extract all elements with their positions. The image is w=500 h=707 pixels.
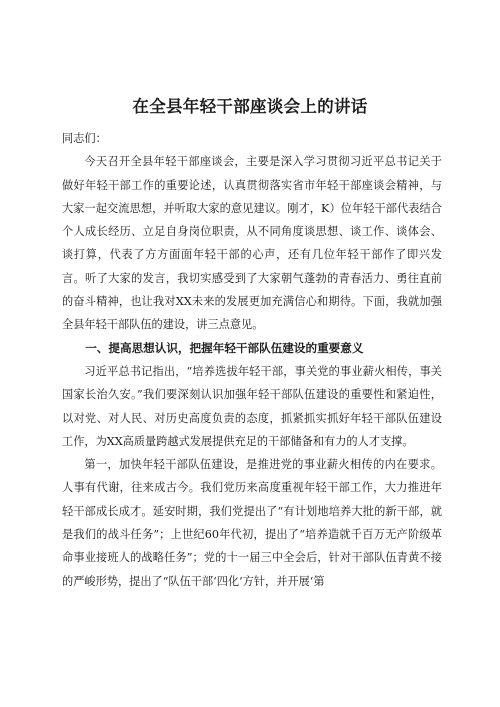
intro-paragraph: 今天召开全县年轻干部座谈会，主要是深入学习贯彻习近平总书记关于做好年轻干部工作的重要论述，认真贯彻落实省市年轻干部座谈会精神，与大家一起交流思想，并听取大家的意见建议。刚才，K）位年轻干部代表结合个人成长经历、立足自身岗位职责，从不同角度谈思想、谈工作、谈体会、谈打算，代表了方方面面年轻干部的心声，还有几位年轻干部作了即兴发言。听了大家的发言，我切实感受到了大家朝气蓬勃的青春活力、勇往直前的奋斗精神，也让我对XX未来的发展更加充满信心和期待。下面，我就加强全县年轻干部队伍的建设，讲三点意见。 bbox=[62, 155, 442, 332]
section-heading: 一、提高思想认识，把握年轻干部队伍建设的重要意义 bbox=[85, 340, 364, 355]
salutation: 同志们： bbox=[62, 132, 107, 145]
section-paragraph: 第一，加快年轻干部队伍建设，是推进党的事业薪火相传的内在要求。人事有代谢，往来成古今。我们党历来高度重视年轻干部工作，大力推进年轻干部成长成才。延安时期，我们党提出了“有计划地培养大批的新干部，就是我们的战斗任务”；上世纪60年代初，提出了“培养造就千百万无产阶级革命事业接班人的战略任务”；党的十一届三中全会后，针对干部队伍青黄不接的严峻形势，提出了“队伍干部‘四化’方针，并开展‘第 bbox=[62, 458, 442, 588]
document-body bbox=[62, 127, 442, 593]
section-paragraph: 习近平总书记指出，“培养选拔年轻干部，事关党的事业薪火相传，事关国家长治久安。”我们要深刻认识加强年轻干部队伍建设的重要性和紧迫性，以对党、对人民、对历史高度负责的态度，抓紧抓实抓好年轻干部队伍建设工作，为XX高质量跨越式发展提供充足的干部储备和有力的人才支撑。 bbox=[62, 364, 442, 448]
document-title: 在全县年轻干部座谈会上的讲话 bbox=[132, 97, 368, 116]
